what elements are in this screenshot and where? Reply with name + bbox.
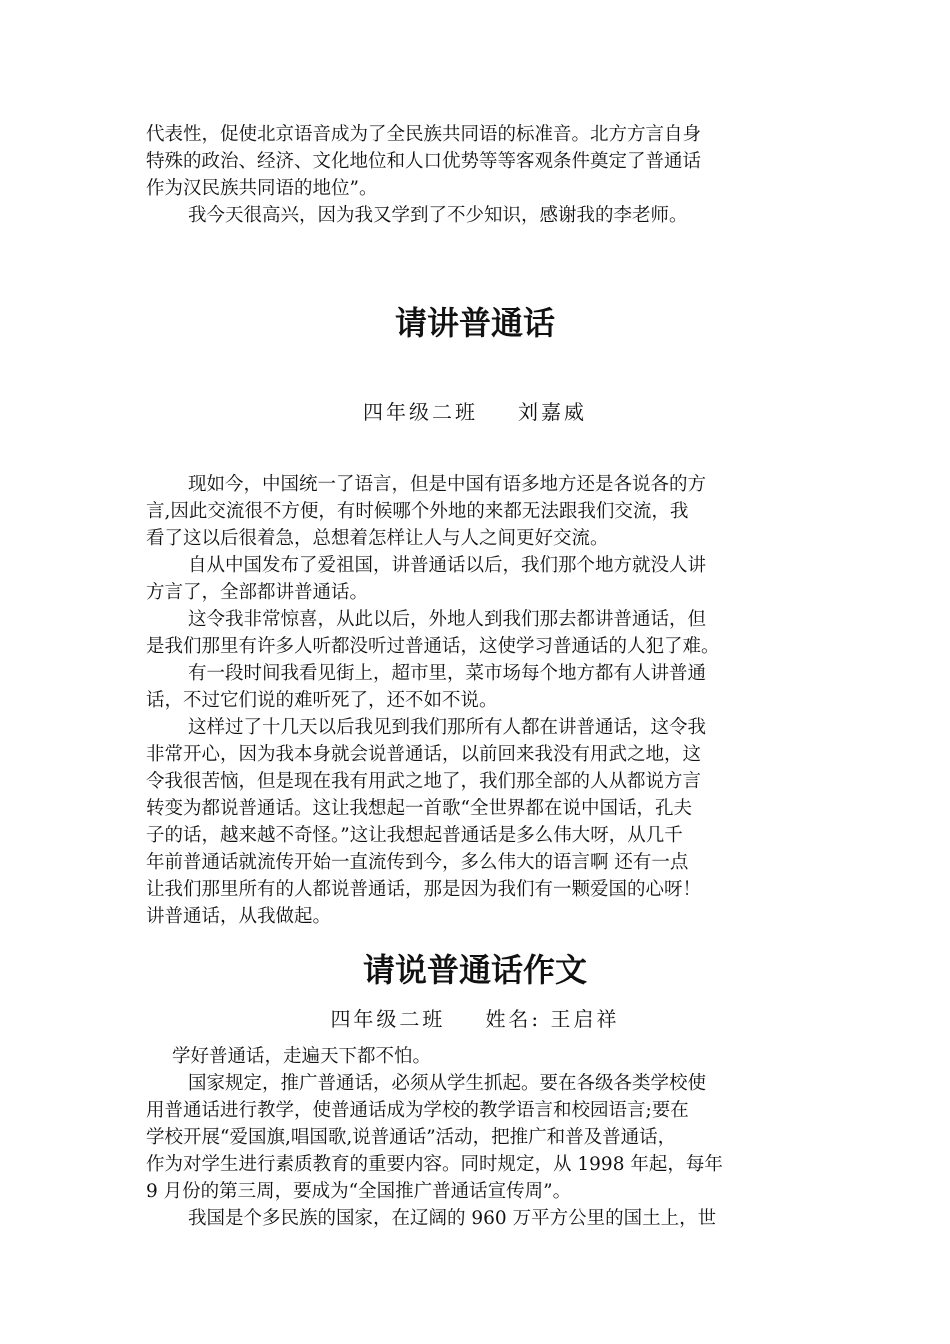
text-line: 方言了，全部都讲普通话。: [146, 582, 369, 603]
text-line: 用普通话进行教学，使普通话成为学校的教学语言和校园语言;要在: [146, 1100, 689, 1121]
text-line: 子的话，越来越不奇怪。”这让我想起普通话是多么伟大呀，从几千: [146, 825, 683, 846]
text-line: 自从中国发布了爱祖国，讲普通话以后，我们那个地方就没人讲: [188, 555, 707, 576]
text-line: 话，不过它们说的难听死了，还不如不说。: [146, 690, 498, 711]
text-line: 转变为都说普通话。这让我想起一首歌“全世界都在说中国话，孔夫: [146, 798, 692, 819]
essay2-author: 姓名: 王启祥: [485, 1007, 620, 1031]
text-line: 让我们那里所有的人都说普通话，那是因为我们有一颗爱国的心呀！: [146, 879, 702, 900]
text-line: 国家规定，推广普通话，必须从学生抓起。要在各级各类学校使: [188, 1073, 707, 1094]
text-line: 看了这以后很着急，总想着怎样让人与人之间更好交流。: [146, 528, 609, 549]
essay2-title: 请说普通话作文: [362, 951, 587, 989]
essay1-byline: [0, 398, 950, 426]
text-line: 学校开展“爱国旗,唱国歌,说普通话”活动，把推广和普及普通话，: [146, 1127, 677, 1148]
text-line: 非常开心，因为我本身就会说普通话，以前回来我没有用武之地，这: [146, 744, 702, 765]
text-line: 代表性，促使北京语音成为了全民族共同语的标准音。北方方言自身: [146, 124, 702, 145]
text-line: 言,因此交流很不方便，有时候哪个外地的来都无法跟我们交流，我: [146, 501, 689, 522]
text-line: 我今天很高兴，因为我又学到了不少知识，感谢我的李老师。: [188, 205, 688, 226]
text-line: 是我们那里有许多人听都没听过普通话，这使学习普通话的人犯了难。: [146, 636, 720, 657]
text-line: 学好普通话，走遍天下都不怕。: [172, 1046, 432, 1067]
previous-essay-ending: [146, 121, 808, 229]
essay1-author: 刘嘉威: [518, 400, 587, 424]
text-line: 现如今，中国统一了语言，但是中国有语多地方还是各说各的方: [188, 474, 707, 495]
essay2-class: 四年级二班: [330, 1007, 446, 1031]
essay1-body: [146, 471, 808, 930]
text-line: 令我很苦恼，但是现在我有用武之地了，我们那全部的人从都说方言: [146, 771, 702, 792]
essay1-title: 请讲普通话: [394, 304, 555, 342]
text-line: 作为汉民族共同语的地位”。: [146, 178, 378, 199]
essay2-byline: [0, 1005, 950, 1033]
essay2-body: [146, 1043, 808, 1232]
text-line: 年前普通话就流传开始一直流传到今，多么伟大的语言啊 还有一点: [146, 852, 689, 873]
text-line: 讲普通话，从我做起。: [146, 906, 332, 927]
text-line: 我国是个多民族的国家，在辽阔的 960 万平方公里的国土上，世: [188, 1208, 717, 1229]
text-line: 特殊的政治、经济、文化地位和人口优势等等客观条件奠定了普通话: [146, 151, 702, 172]
text-line: 这令我非常惊喜，从此以后，外地人到我们那去都讲普通话，但: [188, 609, 707, 630]
text-line: 作为对学生进行素质教育的重要内容。同时规定，从 1998 年起，每年: [146, 1154, 723, 1175]
essay1-class: 四年级二班: [363, 400, 478, 424]
text-line: 这样过了十几天以后我见到我们那所有人都在讲普通话，这令我: [188, 717, 707, 738]
text-line: 9 月份的第三周，要成为“全国推广普通话宣传周”。: [146, 1181, 572, 1202]
text-line: 有一段时间我看见街上，超市里，菜市场每个地方都有人讲普通: [188, 663, 707, 684]
